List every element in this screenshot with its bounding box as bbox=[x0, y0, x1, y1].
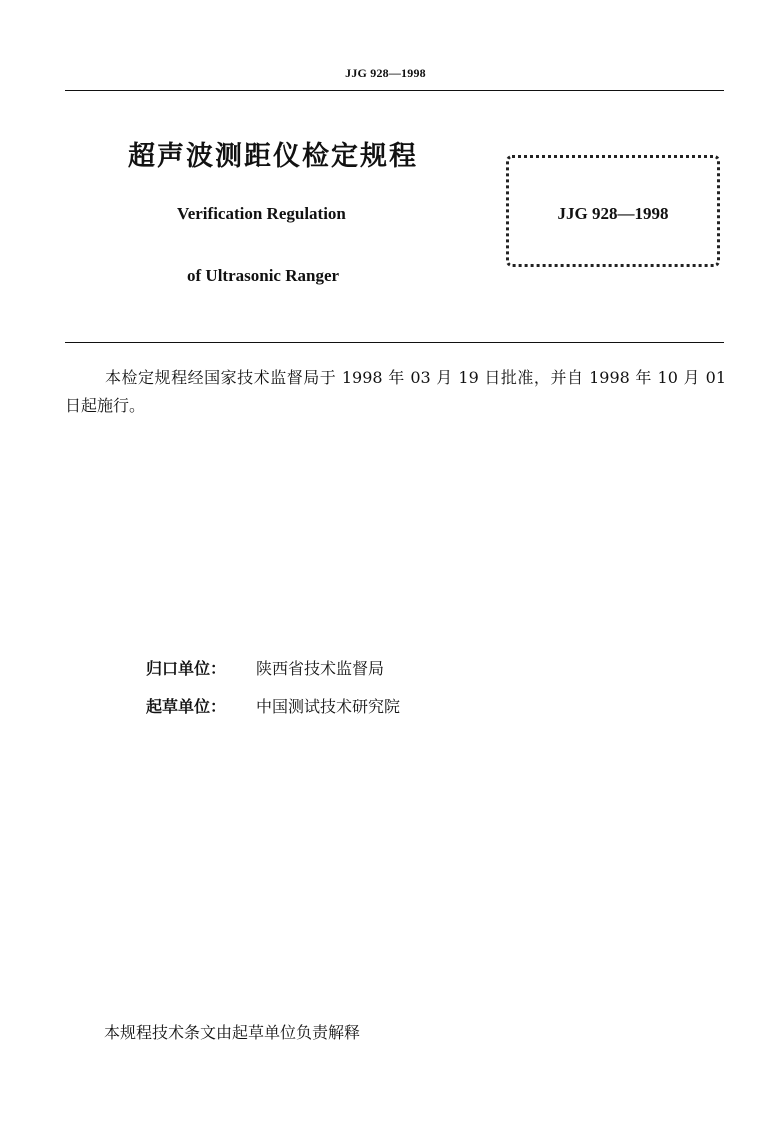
title-chinese: 超声波测距仪检定规程 bbox=[128, 141, 418, 172]
responsible-unit-row bbox=[146, 656, 384, 679]
responsible-unit-label: 归口单位： bbox=[146, 659, 227, 678]
title-english-line1: Verification Regulation bbox=[177, 204, 346, 223]
approval-statement: 本检定规程经国家技术监督局于 1998 年 03 月 19 日批准，并自 1998 年 10 月 01 日起施行。 bbox=[65, 368, 726, 415]
standard-code-box-text: JJG 928—1998 bbox=[557, 204, 669, 223]
title-english-line2: of Ultrasonic Ranger bbox=[187, 266, 340, 285]
drafting-unit-row bbox=[146, 694, 400, 717]
drafting-unit-value: 中国测试技术研究院 bbox=[256, 697, 401, 716]
header-divider bbox=[65, 90, 724, 91]
responsible-unit-value: 陕西省技术监督局 bbox=[256, 659, 385, 678]
drafting-unit-label: 起草单位： bbox=[146, 697, 227, 716]
interpretation-note: 本规程技术条文由起草单位负责解释 bbox=[104, 1023, 361, 1042]
title-divider bbox=[65, 342, 724, 343]
header-standard-code: JJG 928—1998 bbox=[345, 66, 426, 80]
